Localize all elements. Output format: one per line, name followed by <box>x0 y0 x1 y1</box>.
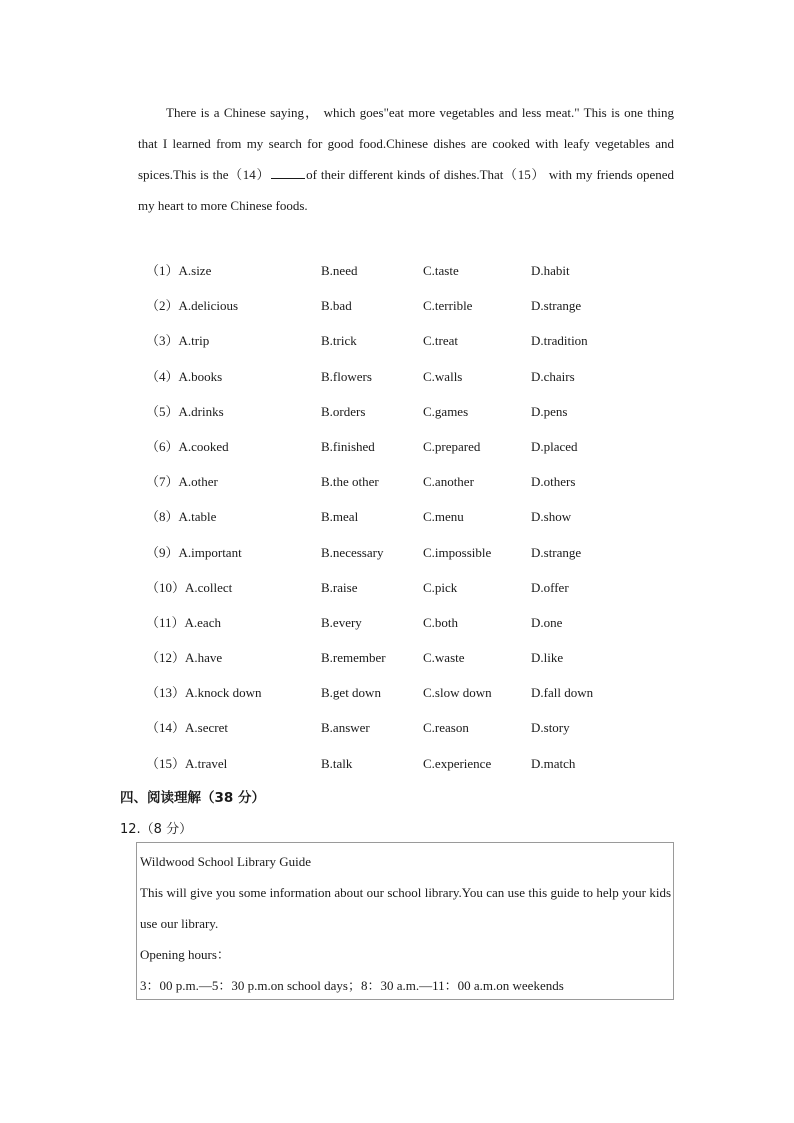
option-d: D.strange <box>531 544 582 560</box>
option-d: D.others <box>531 474 576 490</box>
option-row <box>146 675 646 710</box>
option-row <box>146 746 646 781</box>
option-c: C.games <box>423 403 469 419</box>
passage-text-part2: of their different kinds of dishes.That（15） with my friends opened my heart to more Chinese foods. <box>138 167 674 213</box>
option-b: B.every <box>321 614 362 630</box>
option-c: C.pick <box>423 579 458 595</box>
option-d: D.offer <box>531 579 569 595</box>
option-c: C.reason <box>423 720 469 736</box>
option-b: B.trick <box>321 333 357 349</box>
option-list <box>146 253 646 781</box>
option-row <box>146 499 646 534</box>
option-d: D.like <box>531 650 564 666</box>
option-c: C.menu <box>423 509 464 525</box>
option-row <box>146 429 646 464</box>
option-b: B.bad <box>321 298 352 314</box>
option-a: （12）A.have <box>146 650 223 666</box>
option-c: C.slow down <box>423 685 492 701</box>
option-row <box>146 288 646 323</box>
option-row <box>146 359 646 394</box>
option-d: D.match <box>531 755 576 771</box>
option-a: （2）A.delicious <box>146 298 239 314</box>
option-a: （1）A.size <box>146 263 212 278</box>
option-a: （3）A.trip <box>146 333 210 349</box>
option-b: B.raise <box>321 579 358 595</box>
option-a: （14）A.secret <box>146 720 228 736</box>
option-row <box>146 605 646 640</box>
option-row <box>146 323 646 358</box>
option-row <box>146 570 646 605</box>
passage-text-part1: There is a Chinese saying， which goes"eat more vegetables and less meat." This is one thing that I learned from my search for good food.Chinese dishes are cooked with leafy vegetables and spices.This is the（14） <box>138 105 674 182</box>
option-a: （10）A.collect <box>146 579 233 595</box>
option-b: B.get down <box>321 685 381 701</box>
option-a: （13）A.knock down <box>146 685 262 701</box>
option-b: B.remember <box>321 650 386 666</box>
option-d: D.fall down <box>531 685 594 701</box>
passage-paragraph <box>138 97 674 221</box>
option-b: B.orders <box>321 403 366 419</box>
option-row <box>146 394 646 429</box>
option-c: C.prepared <box>423 438 481 454</box>
option-a: （11）A.each <box>146 614 221 630</box>
option-b: B.need <box>321 263 358 278</box>
guide-intro: This will give you some information about our school library.You can use this guide to help your kids use our library. <box>140 885 671 931</box>
option-row <box>146 535 646 570</box>
cloze-passage <box>138 97 674 221</box>
option-d: D.tradition <box>531 333 588 349</box>
option-row <box>146 253 646 288</box>
option-c: C.taste <box>423 263 459 278</box>
option-d: D.pens <box>531 403 568 419</box>
guide-hours-text: 3：00 p.m.—5：30 p.m.on school days；8：30 a.m.—11：00 a.m.on weekends <box>140 978 564 993</box>
option-b: B.flowers <box>321 368 372 384</box>
option-c: C.experience <box>423 755 492 771</box>
question-number: 12.（8 分） <box>120 822 193 837</box>
option-b: B.meal <box>321 509 359 525</box>
option-d: D.placed <box>531 438 578 454</box>
option-c: C.waste <box>423 650 465 666</box>
option-row <box>146 464 646 499</box>
option-a: （15）A.travel <box>146 755 228 771</box>
option-a: （4）A.books <box>146 368 223 384</box>
option-a: （8）A.table <box>146 509 217 525</box>
option-d: D.strange <box>531 298 582 314</box>
answer-blank <box>271 166 305 179</box>
option-row <box>146 640 646 675</box>
option-c: C.treat <box>423 333 459 349</box>
option-a: （5）A.drinks <box>146 403 224 419</box>
option-d: D.show <box>531 509 572 525</box>
option-b: B.talk <box>321 755 353 771</box>
option-c: C.terrible <box>423 298 473 314</box>
option-d: D.chairs <box>531 368 575 384</box>
option-c: C.both <box>423 614 459 630</box>
option-a: （6）A.cooked <box>146 438 229 454</box>
option-a: （7）A.other <box>146 474 218 490</box>
option-c: C.impossible <box>423 544 492 560</box>
guide-hours-label: Opening hours： <box>140 947 230 962</box>
option-d: D.habit <box>531 263 570 278</box>
option-d: D.story <box>531 720 570 736</box>
option-c: C.walls <box>423 368 463 384</box>
section-heading: 四、阅读理解（38 分） <box>120 790 265 806</box>
guide-title: Wildwood School Library Guide <box>140 854 311 869</box>
option-c: C.another <box>423 474 474 490</box>
option-a: （9）A.important <box>146 544 242 560</box>
library-guide-box <box>136 842 674 1000</box>
option-b: B.answer <box>321 720 370 736</box>
option-b: B.the other <box>321 474 379 490</box>
option-b: B.necessary <box>321 544 384 560</box>
option-b: B.finished <box>321 438 375 454</box>
option-d: D.one <box>531 614 563 630</box>
option-row <box>146 710 646 745</box>
